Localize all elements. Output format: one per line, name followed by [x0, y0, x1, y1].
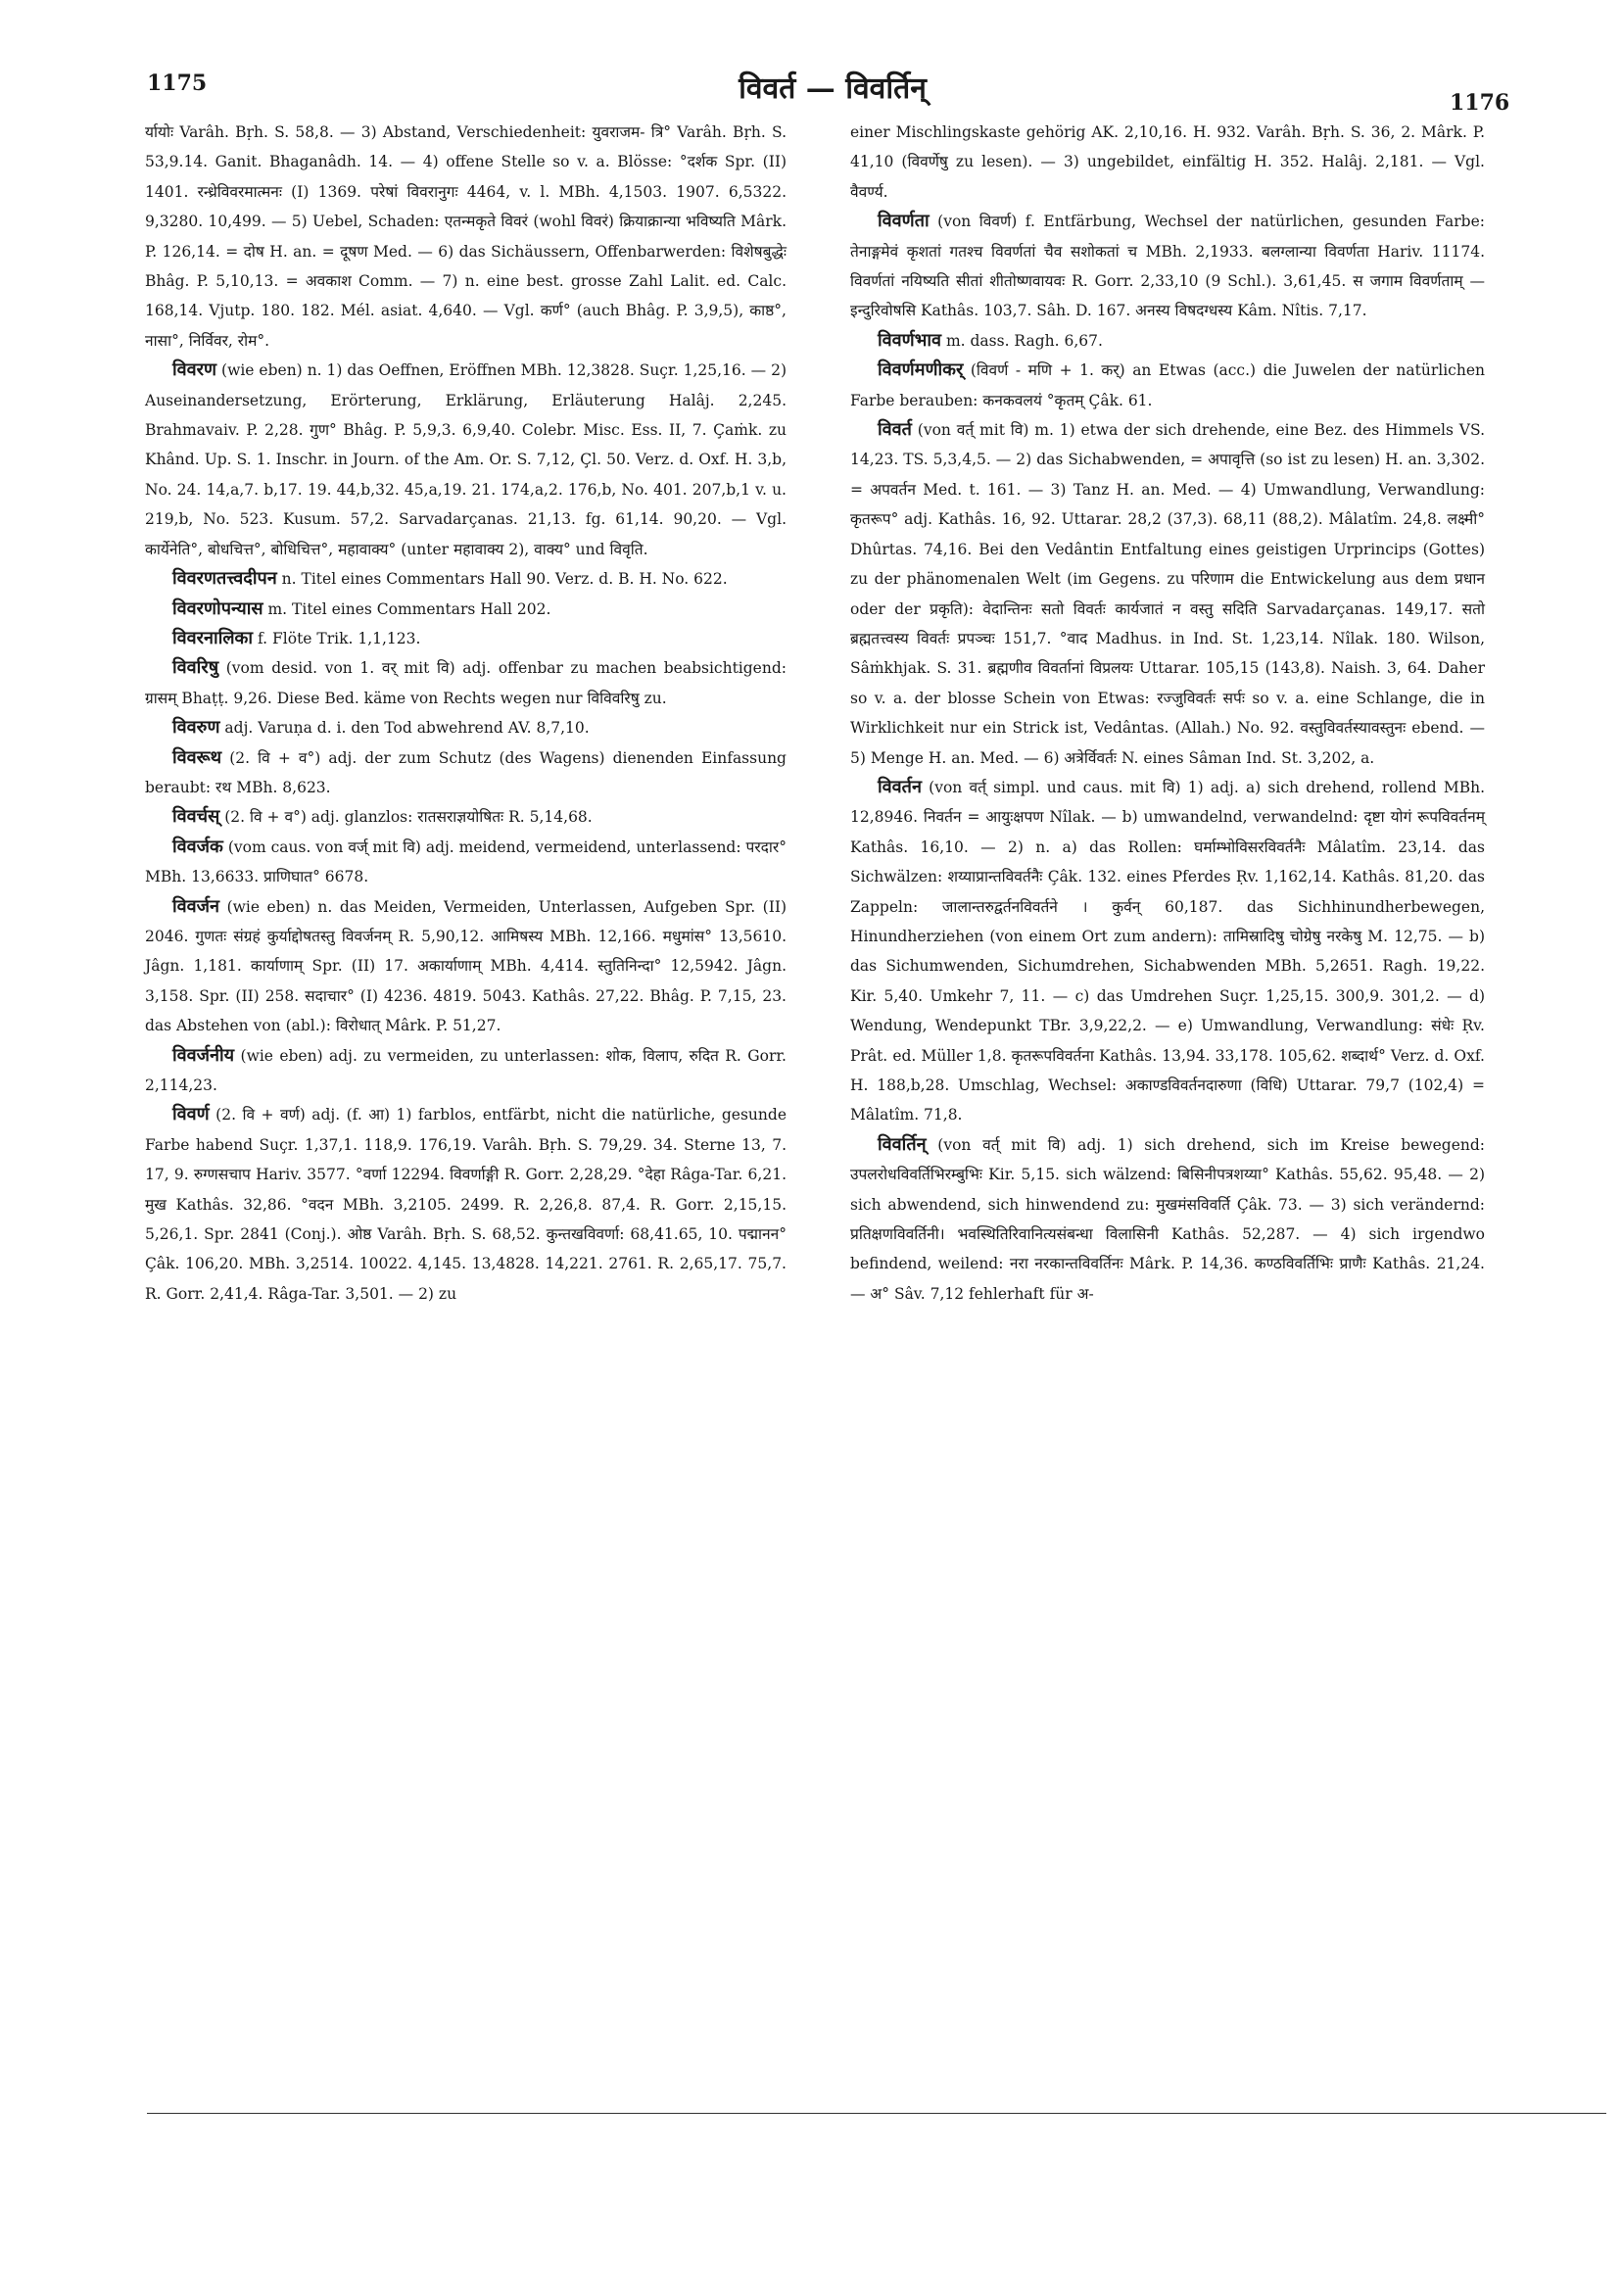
left-page-number: 1175 — [147, 71, 208, 96]
entry-text: र्यायोः Varâh. Bṛh. S. 58,8. — 3) Abstand, Verschiedenheit: युवराजम- त्रि° Varâh. Bṛh. S. 53,9.14. Ganit. Bhaganâdh. 14. — 4) offene Stelle so v. a. Blösse: °दर्शक Spr. (II) 1401. रन्ध्रेविवरमात्मनः (I) 1369. परेषां विवरानुगः 4464, v. l. MBh. 4,1503. 1907. 6,5322. 9,3280. 10,499. — 5) Uebel, Schaden: एतन्मकृते विवरं (wohl विवरं) क्रियाक्रान्या भविष्यति Mârk. P. 126,14. = दोष H. an. = दूषण Med. — 6) das Sichäussern, Offenbarwerden: विशेषबुद्धेः Bhâg. P. 5,10,13. = अवकाश Comm. — 7) n. eine best. grosse Zahl Lalit. ed. Calc. 168,14. Vjutp. 180. 182. Mél. asiat. 4,640. — Vgl. कर्ण° (auch Bhâg. P. 3,9,5), काष्ठ°, नासा°, निर्विवर, रोम°. — [145, 123, 787, 350]
entry-text: (2. वि + व°) adj. glanzlos: रातसराज्ञयोषितः R. 5,14,68. — [224, 808, 593, 827]
bottom-rule — [147, 2113, 1606, 2114]
entry-headword: विवर्जनीय — [172, 1044, 235, 1066]
entry-text: einer Mischlingskaste gehörig AK. 2,10,16. H. 932. Varâh. Bṛh. S. 36, 2. Mârk. P. 41,10 (विवर्णेषु zu lesen). — 3) ungebildet, einfältig H. 352. Halâj. 2,181. — Vgl. वैवर्ण्य. — [850, 123, 1485, 201]
dictionary-entry — [850, 1130, 1485, 1309]
entry-headword: विवर्जन — [172, 895, 220, 917]
entry-headword: विवरण — [172, 359, 217, 381]
dictionary-entry — [145, 802, 787, 832]
entry-headword: विवर्ण — [172, 1104, 210, 1125]
entry-text: m. Titel eines Commentars Hall 202. — [267, 599, 551, 618]
entry-headword: विवर्तिन् — [878, 1133, 927, 1155]
dictionary-entry — [850, 415, 1485, 773]
entry-headword: विवरणोपन्यास — [172, 598, 263, 619]
entry-text: (2. वि + व°) adj. der zum Schutz (des Wagens) dienenden Einfassung beraubt: रथ MBh. 8,623. — [145, 748, 787, 796]
dictionary-entry — [145, 564, 787, 594]
dictionary-entry — [145, 743, 787, 803]
entry-text: (von वर्त् mit वि) m. 1) etwa der sich drehende, eine Bez. des Himmels VS. 14,23. TS. 5,3,4,5. — 2) das Sichabwenden, = अपावृत्ति (so ist zu lesen) H. an. 3,302. = अपवर्तन Med. t. 161. — 3) Tanz H. an. Med. — 4) Umwandlung, Verwandlung: कृतरूप° adj. Kathâs. 16, 92. Uttarar. 28,2 (37,3). 68,11 (88,2). Mâlatîm. 24,8. लक्ष्मी° Dhûrtas. 74,16. Bei den Vedântin Entfaltung eines geistigen Urprincips (Gottes) zu der phänomenalen Welt (im Gegens. zu परिणाम die Entwickelung aus dem प्रधान oder der प्रकृति): वेदान्तिनः सतो विवर्तः कार्यजातं न वस्तु सदिति Sarvadarçanas. 149,17. सतो ब्रह्मतत्त्वस्य विवर्तः प्रपञ्चः 151,7. °वाद Madhus. in Ind. St. 1,23,14. Nîlak. 180. Wilson, Sâṁkhjak. S. 31. ब्रह्मणीव विवर्तानां विप्रलयः Uttarar. 105,15 (143,8). Naish. 3, 64. Daher so v. a. der blosse Schein von Etwas: रज्जुविवर्तः सर्पः so v. a. eine Schlange, die in Wirklichkeit nur ein Strick ist, Vedântas. (Allah.) No. 92. वस्तुविवर्तस्यावस्तुनः ebend. — 5) Menge H. an. Med. — 6) अत्रेर्विवर्तः N. eines Sâman Ind. St. 3,202, a. — [850, 421, 1485, 767]
dictionary-entry — [145, 713, 787, 742]
entry-headword: विवरिषु — [172, 657, 219, 679]
entry-headword: विवरूथ — [172, 746, 222, 768]
entry-headword: विवर्णता — [878, 211, 930, 232]
entry-text: (wie eben) adj. zu vermeiden, zu unterlassen: शोक, विलाप, रुदित R. Gorr. 2,114,23. — [145, 1046, 787, 1094]
dictionary-entry — [850, 207, 1485, 326]
right-column — [850, 118, 1485, 1309]
entry-headword: विवरणतत्त्वदीपन — [172, 568, 277, 590]
entry-headword: विवर्त — [878, 419, 912, 441]
dictionary-entry — [145, 833, 787, 892]
right-page-number: 1176 — [1450, 90, 1510, 116]
entry-text: f. Flöte Trik. 1,1,123. — [257, 629, 421, 647]
entry-text: (vom desid. von 1. वर् mit वि) adj. offenbar zu machen beabsichtigend: ग्रासम् Bhaṭṭ. 9,26. Diese Bed. käme von Rechts wegen nur विविवरिषु zu. — [145, 659, 787, 707]
entry-text: (von वर्त् simpl. und caus. mit वि) 1) adj. a) sich drehend, rollend MBh. 12,8946. निवर्तन = आयुःक्षपण Nîlak. — b) umwandelnd, verwandelnd: दृष्टा योगं रूपविवर्तनम् Kathâs. 16,10. — 2) n. a) das Rollen: घर्माम्भोविसरविवर्तनैः Mâlatîm. 23,14. das Sichwälzen: शय्याप्रान्तविवर्तनैः Çâk. 132. eines Pferdes Ṛv. 1,162,14. Kathâs. 81,20. das Zappeln: जालान्तरुद्वर्तनविवर्तने । कुर्वन् 60,187. das Sichhinundherbewegen, Hinundherziehen (von einem Ort zum andern): तामिस्रादिषु चोग्रेषु नरकेषु M. 12,75. — b) das Sichumwenden, Sichumdrehen, Sichabwenden MBh. 5,2651. Ragh. 19,22. Kir. 5,40. Umkehr 7, 11. — c) das Umdrehen Suçr. 1,25,15. 300,9. 301,2. — d) Wendung, Wendepunkt TBr. 3,9,22,2. — e) Umwandlung, Verwandlung: संधेः Ṛv. Prât. ed. Müller 1,8. कृतरूपविवर्तना Kathâs. 13,94. 33,178. 105,62. शब्दार्थ° Verz. d. Oxf. H. 188,b,28. Umschlag, Wechsel: अकाण्डविवर्तनदारुणा (विधि) Uttarar. 79,7 (102,4) = Mâlatîm. 71,8. — [850, 778, 1485, 1124]
dictionary-entry — [145, 595, 787, 624]
dictionary-entry — [145, 356, 787, 564]
dictionary-entry — [850, 326, 1485, 356]
entry-headword: विवरनालिका — [172, 627, 254, 648]
entry-text: (von विवर्ण) f. Entfärbung, Wechsel der natürlichen, gesunden Farbe: तेनाङ्गमेवं कृशतां गतश्च विवर्णतां चैव सशोकतां च MBh. 2,1933. बलग्लान्या विवर्णता Hariv. 11174. विवर्णतां नयिष्यति सीतां शीतोष्णवायवः R. Gorr. 2,33,10 (9 Schl.). 3,61,45. स जगाम विवर्णताम् — इन्दुरिवोषसि Kathâs. 103,7. Sâh. D. 167. अनस्य विषदग्धस्य Kâm. Nîtis. 7,17. — [850, 213, 1485, 320]
entry-text: (विवर्ण - मणि + 1. कर्) an Etwas (acc.) die Juwelen der natürlichen Farbe berauben: कनकवलयं °कृतम् Çâk. 61. — [850, 361, 1485, 409]
entry-headword: विवर्तन — [878, 776, 922, 797]
entry-text: n. Titel eines Commentars Hall 90. Verz. d. B. H. No. 622. — [281, 570, 728, 589]
dictionary-entry — [850, 773, 1485, 1130]
entry-headword: विवर्णभाव — [878, 329, 942, 351]
dictionary-entry — [145, 892, 787, 1041]
entry-text: (wie eben) n. 1) das Oeffnen, Eröffnen MBh. 12,3828. Suçr. 1,25,16. — 2) Auseinandersetzung, Erörterung, Erklärung, Erläuterung Halâj. 2,245. Brahmavaiv. P. 2,28. गुण° Bhâg. P. 5,9,3. 6,9,40. Colebr. Misc. Ess. II, 7. Çaṁk. zu Khând. Up. S. 1. Inschr. in Journ. of the Am. Or. S. 7,12, Çl. 50. Verz. d. Oxf. H. 3,b, No. 24. 14,a,7. b,17. 19. 44,b,32. 45,a,19. 21. 174,a,2. 176,b, No. 401. 207,b,1 v. u. 219,b, No. 523. Kusum. 57,2. Sarvadarçanas. 21,13. fg. 61,14. 90,20. — Vgl. कार्येनेति°, बोधचित्त°, बोधिचित्त°, महावाक्य° (unter महावाक्य 2), वाक्य° und विवृति. — [145, 361, 787, 558]
dictionary-entry — [850, 356, 1485, 415]
entry-headword: विवर्जक — [172, 836, 223, 857]
dictionary-entry — [145, 118, 787, 356]
left-column — [145, 118, 787, 1309]
entry-text: (2. वि + वर्ण) adj. (f. आ) 1) farblos, entfärbt, nicht die natürliche, gesunde Farbe habend Suçr. 1,37,1. 118,9. 176,19. Varâh. Bṛh. S. 79,29. 34. Sterne 13, 7. 17, 9. रुग्णसचाप Hariv. 3577. °वर्णा 12294. विवर्णाङ्गी R. Gorr. 2,28,29. °देहा Râga-Tar. 6,21. मुख Kathâs. 32,86. °वदन MBh. 3,2105. 2499. R. 2,26,8. 87,4. R. Gorr. 2,15,15. 5,26,1. Spr. 2841 (Conj.). ओष्ठ Varâh. Bṛh. S. 68,52. कुन्तखविवर्णा: 68,41.65, 10. पद्मानन° Çâk. 106,20. MBh. 3,2514. 10022. 4,145. 13,4828. 14,221. 2761. R. 2,65,17. 75,7. R. Gorr. 2,41,4. Râga-Tar. 3,501. — 2) zu — [145, 1106, 787, 1303]
entry-text: (von वर्त् mit वि) adj. 1) sich drehend, sich im Kreise bewegend: उपलरोधविवर्तिभिरम्बुभिः Kir. 5,15. sich wälzend: बिसिनीपत्रशय्या° Kathâs. 55,62. 95,48. — 2) sich abwendend, sich hinwendend zu: मुखमंसविवर्ति Çâk. 73. — 3) sich verändernd: प्रतिक्षणविवर्तिनी। भवस्थितिरिवानित्यसंबन्धा विलासिनी Kathâs. 52,287. — 4) sich irgendwo befindend, weilend: नरा नरकान्तविवर्तिनः Mârk. P. 14,36. कण्ठविवर्तिभिः प्राणैः Kathâs. 21,24. — अ° Sâv. 7,12 fehlerhaft für अ- — [850, 1135, 1485, 1303]
dictionary-entry — [145, 1041, 787, 1101]
entry-text: m. dass. Ragh. 6,67. — [945, 331, 1103, 350]
dictionary-entry — [145, 653, 787, 713]
page-header: विवर्त — विवर्तिन् — [739, 72, 927, 106]
entry-text: adj. Varuṇa d. i. den Tod abwehrend AV. 8,7,10. — [224, 719, 590, 738]
dictionary-entry — [850, 118, 1485, 207]
dictionary-entry — [145, 1100, 787, 1309]
entry-text: (vom caus. von वर्ज् mit वि) adj. meidend, vermeidend, unterlassend: परदार° MBh. 13,6633. प्राणिघात° 6678. — [145, 837, 787, 886]
entry-text: (wie eben) n. das Meiden, Vermeiden, Unterlassen, Aufgeben Spr. (II) 2046. गुणतः संग्रहं कुर्याद्दोषतस्तु विवर्जनम् R. 5,90,12. आमिषस्य MBh. 12,166. मधुमांस° 13,5610. Jâgn. 1,181. कार्याणाम् Spr. (II) 17. अकार्याणाम् MBh. 4,414. स्तुतिनिन्दा° 12,5942. Jâgn. 3,158. Spr. (II) 258. सदाचार° (I) 4236. 4819. 5043. Kathâs. 27,22. Bhâg. P. 7,15, 23. das Abstehen von (abl.): विरोधात् Mârk. P. 51,27. — [145, 897, 787, 1035]
entry-headword: विवरुण — [172, 717, 220, 739]
entry-headword: विवर्णमणीकर् — [878, 359, 964, 381]
entry-headword: विवर्चस् — [172, 806, 220, 828]
dictionary-entry — [145, 624, 787, 653]
